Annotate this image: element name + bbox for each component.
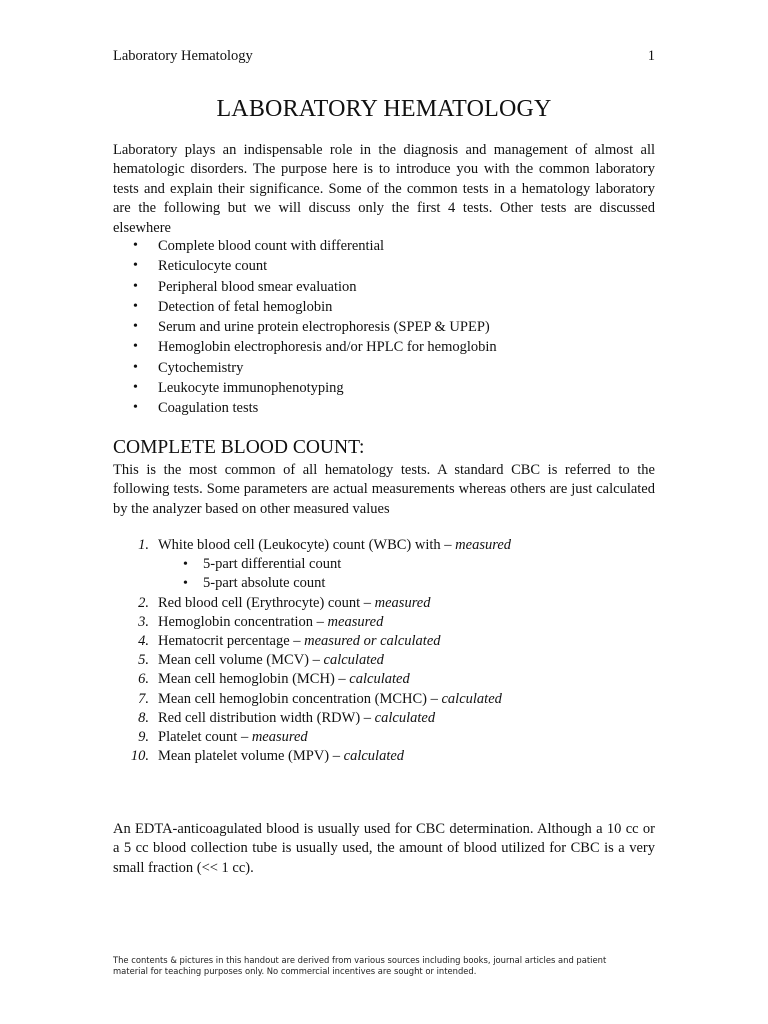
item-text: Mean cell hemoglobin (MCH) – — [158, 671, 350, 688]
item-note: calculated — [343, 748, 405, 765]
item-text: Mean platelet volume (MPV) – — [158, 748, 344, 765]
list-item: • Coagulation tests — [113, 398, 655, 418]
cbc-paragraph: This is the most common of all hematology tests. A standard CBC is referred to the following tests. Some parameters are actual measurements whereas others are just calculated by the analyzer based on other measured values — [113, 462, 655, 517]
item-text: Red blood cell (Erythrocyte) count – — [158, 594, 375, 611]
list-item: • Complete blood count with differential — [113, 236, 655, 256]
list-item: • Cytochemistry — [113, 358, 655, 378]
list-item: • Hemoglobin electrophoresis and/or HPLC for hemoglobin — [113, 337, 655, 357]
document-title: LABORATORY HEMATOLOGY — [216, 96, 552, 122]
list-item: • Reticulocyte count — [113, 256, 655, 276]
list-item — [113, 651, 655, 670]
item-note: measured — [327, 613, 384, 630]
list-item — [113, 728, 655, 747]
list-item — [113, 670, 655, 689]
item-note: calculated — [441, 690, 502, 707]
bullet-icon: • — [133, 359, 138, 375]
item-note: calculated — [374, 709, 436, 726]
running-header — [113, 46, 655, 66]
footer-line: material for teaching purposes only. No commercial incentives are sought or intended. — [113, 966, 477, 976]
item-text: Mean cell hemoglobin concentration (MCHC) – — [158, 690, 442, 707]
item-text: Platelet count – — [158, 729, 252, 746]
bullet-icon: • — [133, 258, 138, 274]
bullet-icon: • — [133, 339, 138, 355]
list-item — [113, 536, 655, 594]
bullet-icon: • — [183, 557, 188, 573]
list-item — [113, 632, 655, 651]
item-text: Mean cell volume (MCV) – — [158, 652, 324, 669]
item-number: 10. — [130, 748, 149, 765]
item-number: 3. — [138, 613, 149, 630]
sub-list-item: • 5-part differential count — [158, 555, 655, 574]
edta-paragraph: An EDTA-anticoagulated blood is usually used for CBC determination. Although a 10 cc or a 5 cc blood collection tube is usually used, the amount of blood utilized for CBC is a very small fraction (<< 1 cc). — [113, 821, 655, 876]
item-text: Hemoglobin concentration – — [158, 613, 328, 630]
cbc-parameter-list — [113, 536, 655, 766]
list-item — [113, 709, 655, 728]
item-note: measured or calculated — [304, 633, 441, 650]
section-heading-cbc: COMPLETE BLOOD COUNT: — [113, 437, 365, 458]
list-item — [113, 747, 655, 766]
bullet-icon: • — [133, 319, 138, 335]
item-number: 7. — [138, 690, 149, 707]
item-number: 2. — [138, 594, 149, 611]
item-text: Red cell distribution width (RDW) – — [158, 709, 375, 726]
item-note: calculated — [323, 652, 384, 669]
bullet-icon: • — [133, 380, 138, 396]
sub-list-item: • 5-part absolute count — [158, 574, 655, 593]
item-note: measured — [251, 729, 308, 746]
list-item — [113, 613, 655, 632]
bullet-icon: • — [133, 238, 138, 253]
item-number: 6. — [138, 671, 149, 688]
item-text: White blood cell (Leukocyte) count (WBC) with – — [158, 537, 456, 553]
page-number: 1 — [647, 48, 655, 64]
list-item: • Leukocyte immunophenotyping — [113, 378, 655, 398]
footer-disclaimer — [113, 955, 655, 977]
list-item: • Peripheral blood smear evaluation — [113, 277, 655, 297]
running-title: Laboratory Hematology — [113, 48, 253, 64]
intro-paragraph: Laboratory plays an indispensable role in the diagnosis and management of almost all hematologic disorders. The purpose here is to introduce you with the common laboratory tests and explain their significance. Some of the common tests in a hematology laboratory are the following but we will discuss only the first 4 tests. Other tests are discussed elsewhere — [113, 142, 655, 236]
item-note: measured — [374, 594, 431, 611]
list-item — [113, 690, 655, 709]
item-number: 5. — [138, 652, 149, 669]
bullet-icon: • — [133, 278, 138, 294]
item-note: measured — [455, 537, 512, 553]
sub-list — [158, 555, 655, 593]
bullet-icon: • — [183, 576, 188, 592]
list-item — [113, 594, 655, 613]
item-number: 4. — [138, 633, 149, 650]
bullet-icon: • — [133, 400, 138, 416]
item-number: 8. — [138, 709, 149, 726]
item-text: Hematocrit percentage – — [158, 633, 305, 650]
bullet-icon: • — [133, 298, 138, 314]
item-note: calculated — [349, 671, 410, 688]
item-number: 1. — [138, 537, 149, 553]
item-number: 9. — [138, 729, 149, 746]
list-item: • Detection of fetal hemoglobin — [113, 297, 655, 317]
test-list — [113, 236, 655, 419]
list-item: • Serum and urine protein electrophoresis (SPEP & UPEP) — [113, 317, 655, 337]
footer-line: The contents & pictures in this handout are derived from various sources including books, journal articles and patient — [113, 955, 607, 965]
